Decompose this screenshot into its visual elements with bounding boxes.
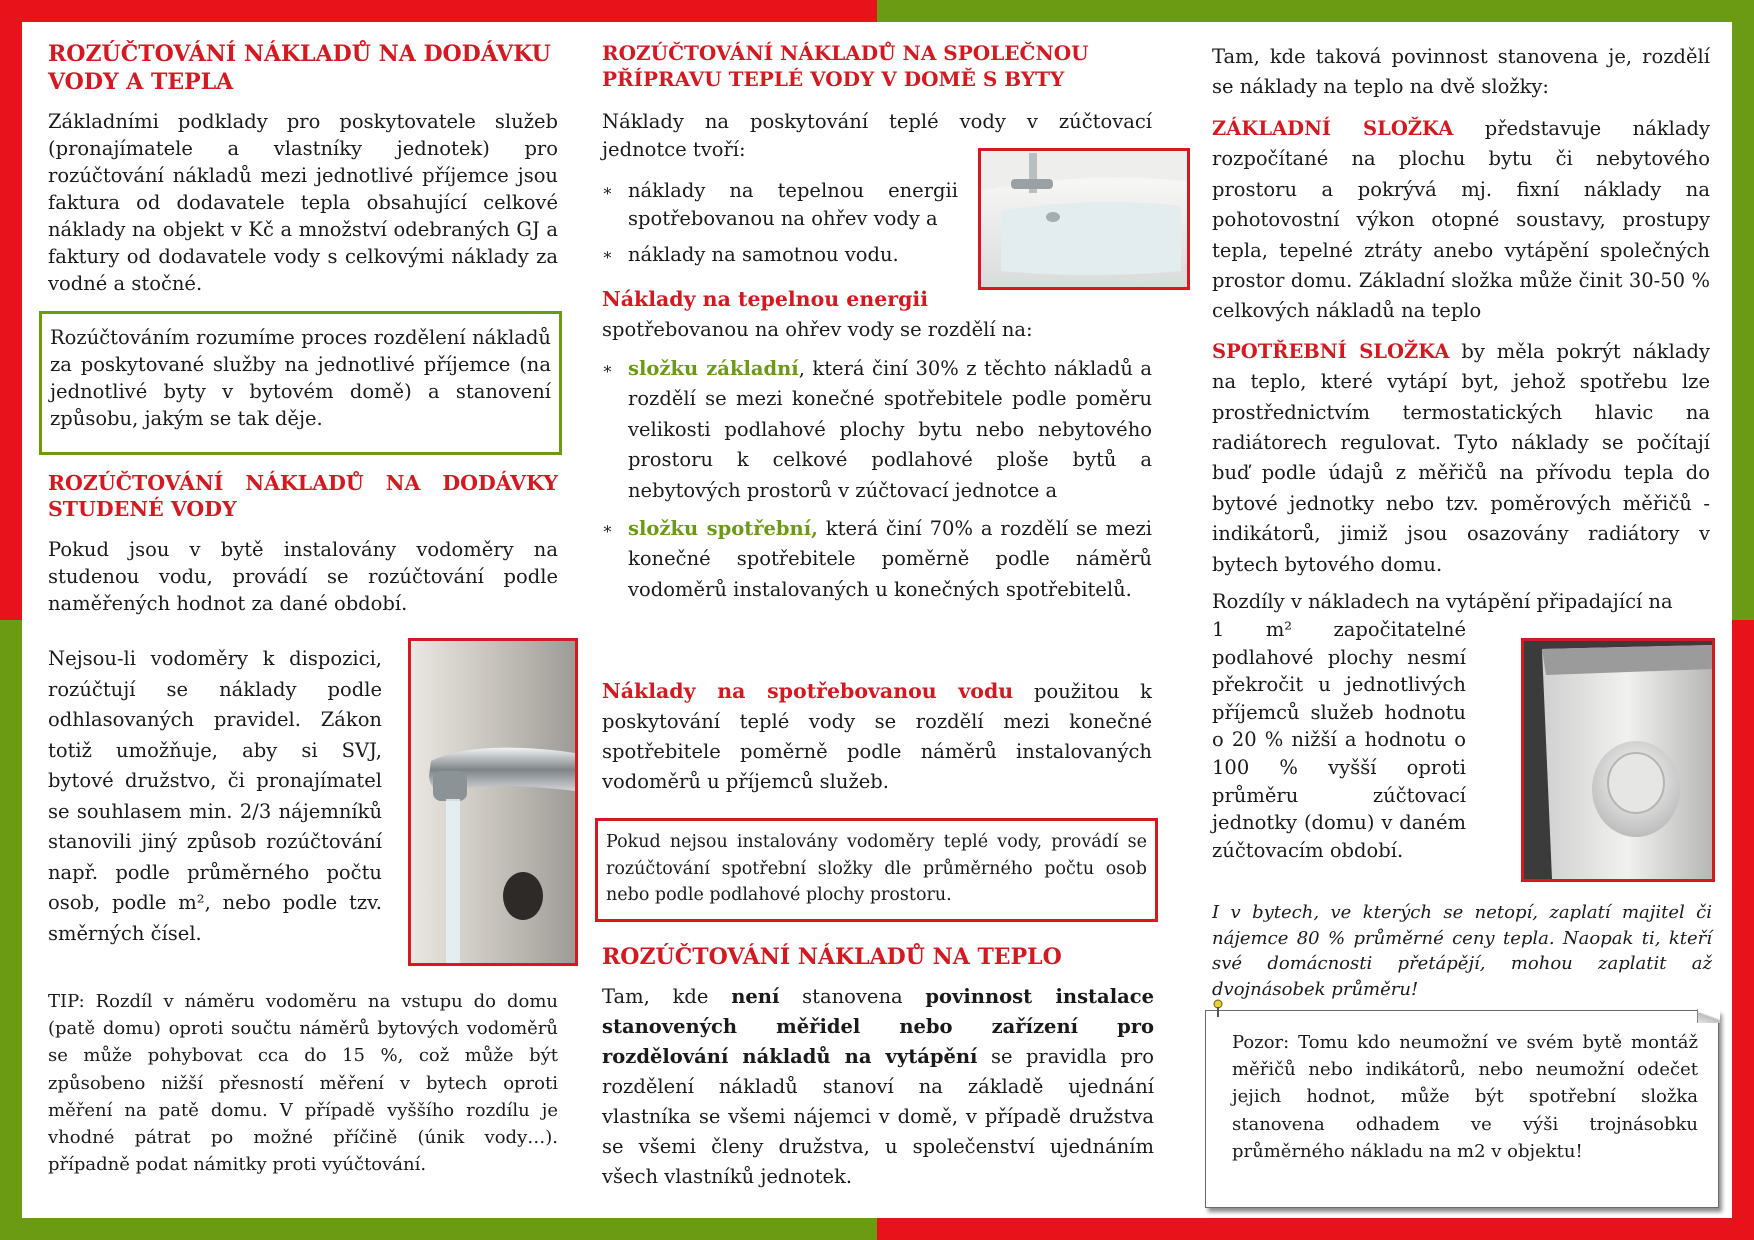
cold-water-paragraph: Pokud jsou v bytě instalovány vodoměry na studenou vodu, provádí se rozúčtování podle naměřených hodnot za dané období. [48, 538, 558, 615]
consumption-component-lead: SPOTŘEBNÍ SLOŽKA [1212, 339, 1450, 363]
component-consumption [602, 514, 1152, 605]
no-meters-paragraph: Nejsou-li vodoměry k dispozici, rozúčtují se náklady podle odhlasovaných pravidel. Zákon totiž umožňuje, aby si SVJ, bytové družstvo, či pronajímatel se souhlasem min. 2/3 nájemníků stanovili jiný způsob rozúčtování např. podle průměrného počtu osob, podle m², nebo podle tzv. směrných čísel. [48, 647, 382, 945]
tip-section [48, 988, 558, 1178]
hot-water-bullets [602, 177, 958, 269]
hot-water-intro: Náklady na poskytování teplé vody v zúčtovací jednotce tvoří: [602, 110, 1152, 161]
bathtub-image [978, 148, 1190, 290]
no-hot-meters-text: Pokud nejsou instalovány vodoměry teplé vody, provádí se rozúčtování spotřební složky dle průměrného počtu osob nebo podle podlahové plochy prostoru. [606, 832, 1147, 905]
consumption-component-paragraph [1212, 337, 1710, 580]
bullet-heat-energy: ∗ náklady na tepelnou energii spotřebovanou na ohřev vody a [602, 177, 958, 233]
frame-bottom-left [0, 1218, 877, 1240]
frame-left-top [0, 0, 22, 620]
heat-energy-lead: Náklady na tepelnou energii [602, 287, 928, 311]
note-curl [1697, 1009, 1720, 1023]
heat-text-2: není [731, 985, 780, 1008]
radiator-image [1521, 638, 1715, 882]
heat-energy-section [602, 284, 1154, 345]
component-basic-lead: složku základní [628, 357, 799, 380]
heat-text-4: povinnost instalace stanovených měřidel nebo zařízení pro rozdělování nákladů na vytápění [602, 985, 1155, 1068]
differences-heading-line [1212, 588, 1710, 616]
cold-water-section [48, 470, 558, 617]
heat-text-5: se pravidla pro rozdělení nákladů stanoví na základě ujednání vlastníka se všemi nájemci v domě, v případě družstva se všemi členy družstva, u společenství ujednáním všech vlastníků jednotek. [602, 1045, 1154, 1188]
two-components-intro: Tam, kde taková povinnost stanovena je, rozdělí se náklady na teplo na dvě složky: [1212, 45, 1710, 98]
pin-icon [1212, 999, 1224, 1017]
frame-top-right [877, 0, 1754, 22]
tap-image [408, 638, 578, 966]
heat-text-1: Tam, kde [602, 985, 732, 1008]
frame-top-left [0, 0, 877, 22]
faucet-icon [411, 641, 575, 963]
radiator-icon [1524, 641, 1712, 879]
heat-energy-rest: spotřebovanou na ohřev vody se rozdělí na: [602, 318, 1033, 341]
column-middle [602, 40, 1154, 92]
water-cost-section [602, 676, 1152, 797]
tip-paragraph: TIP: Rozdíl v náměru vodoměru na vstupu do domu (patě domu) oproti součtu náměrů bytových vodoměrů se může pohybovat cca do 15 %, což může být způsobeno nižší přesností měření v bytech oproti měření na patě domu. V případě vyššího rozdílu je vhodné pátrat po možné příčině (únik vody…). případně podat námitky proti vyúčtování. [48, 991, 558, 1176]
differences-top: Rozdíly v nákladech na vytápění připadající na [1212, 590, 1673, 613]
frame-left-bottom [0, 620, 22, 1240]
definition-text: Rozúčtováním rozumíme proces rozdělení nákladů za poskytované služby na jednotlivé příjemce (na jednotlivé byty v bytovém domě) a stanovení způsobu, jakým se tak děje. [50, 326, 551, 430]
basic-component-lead: ZÁKLADNÍ SLOŽKA [1212, 117, 1454, 140]
column-left [48, 40, 558, 297]
components-list [602, 354, 1152, 605]
basic-component-rest: představuje náklady rozpočítané na plochu bytu či nebytového prostoru a pokrývá mj. fixní náklady na pohotovostní výkon otopné soustavy, prostupy tepla, tepelné ztráty anebo vytápění společných prostor domu. Základní složka může činit 30-50 % celkových nákladů na teplo [1212, 117, 1710, 323]
differences-paragraph: 1 m² započitatelné podlahové plochy nesmí překročit u jednotlivých příjemců služeb hodnotu o 20 % nižší a hodnotu o 100 % vyšší oproti průměru zúčtovací jednotky (domu) v daném zúčtovacím období. [1212, 618, 1466, 862]
frame-right-top [1732, 0, 1754, 620]
component-consumption-lead: složku spotřební, [628, 517, 818, 541]
basic-component-paragraph [1212, 114, 1710, 327]
heading-water-heat: ROZÚČTOVÁNÍ NÁKLADŮ NA DODÁVKU VODY A TEPLA [48, 41, 551, 95]
differences-section [1212, 616, 1466, 864]
warning-note [1205, 1010, 1719, 1208]
definition-box [39, 311, 562, 455]
bathtub-icon [981, 151, 1187, 287]
italic-note: I v bytech, ve kterých se netopí, zaplatí majitel či nájemce 80 % průměrné ceny tepla. Naopak ti, kteří své domácnosti přetápějí, mohou zaplatit až dvojnásobek průměru! [1212, 902, 1712, 1000]
heading-cold-water: ROZÚČTOVÁNÍ NÁKLADŮ NA DODÁVKY STUDENÉ VODY [48, 471, 558, 521]
intro-paragraph: Základními podklady pro poskytovatele služeb (pronajímatele a vlastníky jednotek) pro rozúčtování nákladů mezi jednotlivé příjemce jsou faktura od dodavatele tepla obsahující celkové náklady na objekt v Kč a množství odebraných GJ a faktury od dodavatele vody s celkovými náklady za vodné a stočné. [48, 110, 558, 295]
component-basic [602, 354, 1152, 506]
component-consumption-rest: která činí 70% a rozdělí se mezi konečné spotřebitele poměrně podle náměrů vodoměrů instalovaných u konečných spotřebitelů. [628, 517, 1152, 601]
heat-billing-section [602, 944, 1154, 1192]
water-cost-rest: použitou k poskytování teplé vody se rozdělí mezi konečné spotřebitele poměrně podle náměrů instalovaných vodoměrů u příjemců služeb. [602, 680, 1152, 793]
heat-billing-paragraph [602, 982, 1154, 1192]
component-basic-rest: , která činí 30% z těchto nákladů a rozdělí se mezi konečné spotřebitele podle poměru velikosti podlahové plochy bytu nebo nebytového prostoru k celkové podlahové ploše bytů a nebytových prostorů v zúčtovací jednotce a [628, 357, 1152, 502]
warning-text: Pozor: Tomu kdo neumožní ve svém bytě montáž měřičů nebo indikátorů, nebo neumožní odečet jejich hodnot, může být spotřební složka stanovena odhadem ve výši trojnásobku průměrného nákladu na m2 v objektu! [1232, 1032, 1698, 1162]
italic-note-block [1212, 900, 1712, 1002]
heading-heat: ROZÚČTOVÁNÍ NÁKLADŮ NA TEPLO [602, 944, 1062, 970]
column-right [1212, 42, 1710, 580]
frame-bottom-right [877, 1218, 1754, 1240]
no-hot-meters-box [595, 818, 1158, 922]
water-cost-lead: Náklady na spotřebovanou vodu [602, 679, 1014, 703]
no-meters-section [48, 644, 382, 949]
heading-hot-water: ROZÚČTOVÁNÍ NÁKLADŮ NA SPOLEČNOU PŘÍPRAVU TEPLÉ VODY V DOMĚ S BYTY [602, 41, 1089, 91]
frame-right-bottom [1732, 620, 1754, 1240]
consumption-component-rest: by měla pokrýt náklady na teplo, které vytápí byt, jehož spotřebu lze prostřednictvím termostatických hlavic na radiátorech regulovat. Tyto náklady se počítají buď podle údajů z měřičů na přívodu tepla do bytové jednotky nebo tzv. poměrových měřičů - indikátorů, jimiž jsou osazovány radiátory v bytech bytového domu. [1212, 339, 1710, 576]
heat-text-3: stanovena [779, 985, 926, 1008]
bullet-water: ∗ náklady na samotnou vodu. [602, 241, 958, 269]
